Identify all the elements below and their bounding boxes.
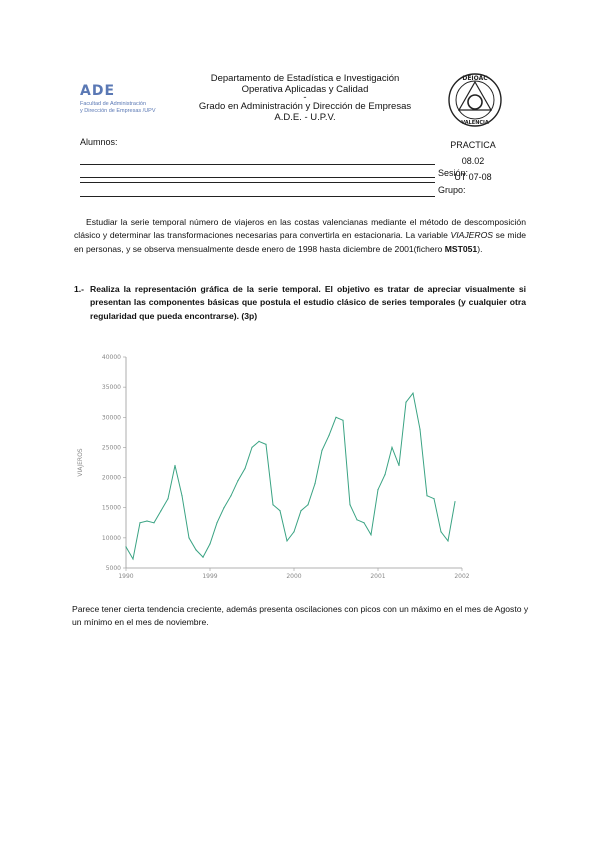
chart-data-point: [216, 522, 217, 523]
question-1-number: 1.-: [74, 284, 85, 294]
chart-data-point: [188, 537, 189, 538]
alumno-line-2[interactable]: [80, 177, 435, 178]
ade-logo: [80, 83, 156, 115]
chart-data-point: [139, 522, 140, 523]
intro-text-end: ).: [477, 243, 483, 254]
chart-data-point: [167, 498, 168, 499]
chart-data-point: [230, 495, 231, 496]
chart-data-point: [384, 474, 385, 475]
chart-data-point: [370, 534, 371, 535]
chart-data-point: [286, 540, 287, 541]
chart-data-point: [356, 519, 357, 520]
chart-data-point: [440, 531, 441, 532]
intro-text-after: se mide en personas, y se observa mensualmente desde enero de 1998 hasta diciembre de 2001(fichero: [74, 230, 527, 254]
chart-data-point: [258, 441, 259, 442]
question-1: [74, 283, 526, 323]
chart-ytick-label: 35000: [101, 384, 121, 392]
chart-data-point: [412, 393, 413, 394]
dept-line2: Operativa Aplicadas y Calidad: [241, 84, 369, 95]
chart-data-point: [307, 504, 308, 505]
chart-xtick-label: 1990: [118, 573, 134, 580]
ade-logo-line2: y Dirección de Empresas /UPV: [80, 108, 156, 114]
chart-ytick-label: 20000: [101, 474, 121, 482]
chart-ytick-label: 10000: [101, 534, 121, 542]
chart-data-point: [328, 435, 329, 436]
alumno-line-4[interactable]: [80, 196, 435, 197]
chart-data-point: [202, 557, 203, 558]
practica-label: PRACTICA 08.02: [450, 140, 496, 166]
alumno-line-3[interactable]: [80, 182, 435, 183]
alumno-line-1[interactable]: [80, 164, 435, 165]
chart-data-point: [391, 447, 392, 448]
chart-ytick-label: 5000: [105, 565, 121, 572]
chart-data-point: [244, 468, 245, 469]
viajeros-line-chart: [70, 345, 470, 585]
chart-data-point: [160, 510, 161, 511]
seal-text-top: DEIOAC: [462, 75, 488, 82]
chart-xtick-label: 2002: [454, 573, 470, 580]
ut-label: UT 07-08: [454, 172, 492, 182]
chart-series-line: [126, 393, 455, 559]
question-1-text: Realiza la representación gráfica de la serie temporal. El objetivo es tratar de apreciar visualmente si presentan las componentes básicas que postula el estudio clásico de series temporales (y cualquier otra regularidad que pueda encontrarse). (3p): [90, 284, 526, 321]
chart-data-point: [132, 558, 133, 559]
chart-data-point: [405, 402, 406, 403]
header-dot: -: [303, 92, 307, 103]
chart-xtick-label: 1999: [202, 573, 218, 580]
chart-data-point: [153, 522, 154, 523]
chart-data-point: [195, 549, 196, 550]
intro-var-name: VIAJEROS: [450, 230, 494, 241]
intro-file-name: MST051: [444, 243, 478, 254]
seal-text-bottom: VALENCIA: [461, 120, 489, 126]
ade-logo-line1: Facultad de Administración: [80, 101, 147, 107]
chart-ytick-label: 30000: [101, 414, 121, 422]
answer-paragraph: Parece tener cierta tendencia creciente, además presenta oscilaciones con picos con un máximo en el mes de Agosto y un mínimo en el mes de noviembre.: [72, 604, 529, 628]
chart-data-point: [251, 447, 252, 448]
chart-ylabel: VIAJEROS: [77, 448, 84, 477]
chart-data-point: [426, 495, 427, 496]
chart-ytick-label: 40000: [101, 354, 121, 361]
chart-data-point: [419, 429, 420, 430]
deioac-seal-icon: [447, 70, 503, 130]
chart-data-point: [314, 483, 315, 484]
degree-line1: Grado en Administración y Dirección de Empresas: [198, 101, 412, 112]
chart-xtick-label: 2000: [286, 573, 302, 580]
chart-data-point: [349, 504, 350, 505]
chart-data-point: [237, 480, 238, 481]
chart-data-point: [293, 531, 294, 532]
chart-data-point: [454, 501, 455, 502]
chart-data-point: [209, 543, 210, 544]
header-titles: [170, 73, 440, 123]
chart-data-point: [321, 450, 322, 451]
chart-ytick-label: 15000: [101, 504, 121, 512]
chart-data-point: [146, 520, 147, 521]
chart-data-point: [300, 510, 301, 511]
chart-data-point: [279, 510, 280, 511]
sesion-label: Sesión:: [438, 168, 469, 178]
chart-data-point: [125, 546, 126, 547]
dept-line1: Departamento de Estadística e Investigación: [210, 73, 400, 84]
chart-data-point: [398, 465, 399, 466]
chart-data-point: [342, 420, 343, 421]
alumnos-label: Alumnos:: [80, 137, 118, 147]
chart-data-point: [223, 507, 224, 508]
chart-data-point: [447, 540, 448, 541]
grupo-label: Grupo:: [438, 185, 466, 195]
chart-xtick-label: 2001: [370, 573, 386, 580]
degree-line2: A.D.E. - U.P.V.: [274, 112, 336, 123]
chart-data-point: [377, 489, 378, 490]
chart-ytick-label: 25000: [101, 444, 121, 452]
chart-data-point: [265, 444, 266, 445]
intro-paragraph: [74, 216, 526, 256]
chart-data-point: [363, 522, 364, 523]
chart-data-point: [335, 417, 336, 418]
ade-logo-mark: ADE: [80, 83, 116, 99]
chart-data-point: [433, 498, 434, 499]
intro-text-before: Estudiar la serie temporal número de viajeros en las costas valencianas mediante el método de descomposición clásico y determinar las transformaciones necesarias para convertirla en estacionaria. La variable: [74, 217, 526, 241]
chart-data-point: [174, 465, 175, 466]
chart-data-point: [181, 495, 182, 496]
chart-data-point: [272, 504, 273, 505]
